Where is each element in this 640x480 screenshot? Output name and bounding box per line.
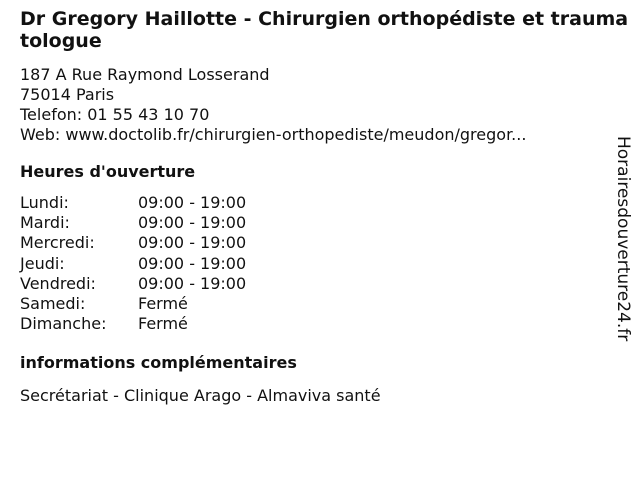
day-hours: Fermé: [138, 314, 188, 334]
day-label: Vendredi:: [20, 273, 96, 293]
address-block: [20, 65, 610, 145]
day-label: Lundi:: [20, 193, 69, 212]
additional-info-text: Secrétariat - Clinique Arago - Almaviva santé: [20, 386, 381, 406]
day-hours: 09:00 - 19:00: [138, 213, 247, 233]
day-label: Samedi:: [20, 294, 86, 314]
day-hours: 09:00 - 19:00: [138, 253, 247, 273]
hours-row-sunday: [20, 314, 610, 334]
additional-info-heading: informations complémentaires: [20, 353, 297, 373]
opening-hours-heading: Heures d'ouverture: [20, 162, 196, 181]
day-label: Mardi:: [20, 213, 70, 233]
business-name: Dr Gregory Haillotte - Chirurgien orthopédiste et traumatologue: [20, 8, 629, 52]
day-hours: 09:00 - 19:00: [138, 233, 247, 253]
hours-row-thursday: [20, 254, 610, 274]
day-hours: 09:00 - 19:00: [138, 273, 247, 293]
hours-row-friday: [20, 274, 610, 294]
hours-row-wednesday: [20, 233, 610, 253]
day-label: Mercredi:: [20, 233, 95, 253]
hours-row-saturday: [20, 294, 610, 314]
day-label: Dimanche:: [20, 314, 107, 334]
hours-row-monday: [20, 193, 610, 213]
street-address: 187 A Rue Raymond Losserand: [20, 65, 270, 84]
website: Web: www.doctolib.fr/chirurgien-orthopediste/meudon/gregor...: [20, 125, 527, 144]
day-label: Jeudi:: [20, 253, 65, 273]
city: 75014 Paris: [20, 85, 115, 104]
watermark-text: Horairesdouverture24.fr: [613, 136, 633, 342]
day-hours: Fermé: [138, 294, 188, 314]
phone-number: Telefon: 01 55 43 10 70: [20, 105, 210, 124]
hours-row-tuesday: [20, 213, 610, 233]
day-hours: 09:00 - 19:00: [138, 193, 247, 212]
opening-hours-table: [20, 193, 610, 334]
